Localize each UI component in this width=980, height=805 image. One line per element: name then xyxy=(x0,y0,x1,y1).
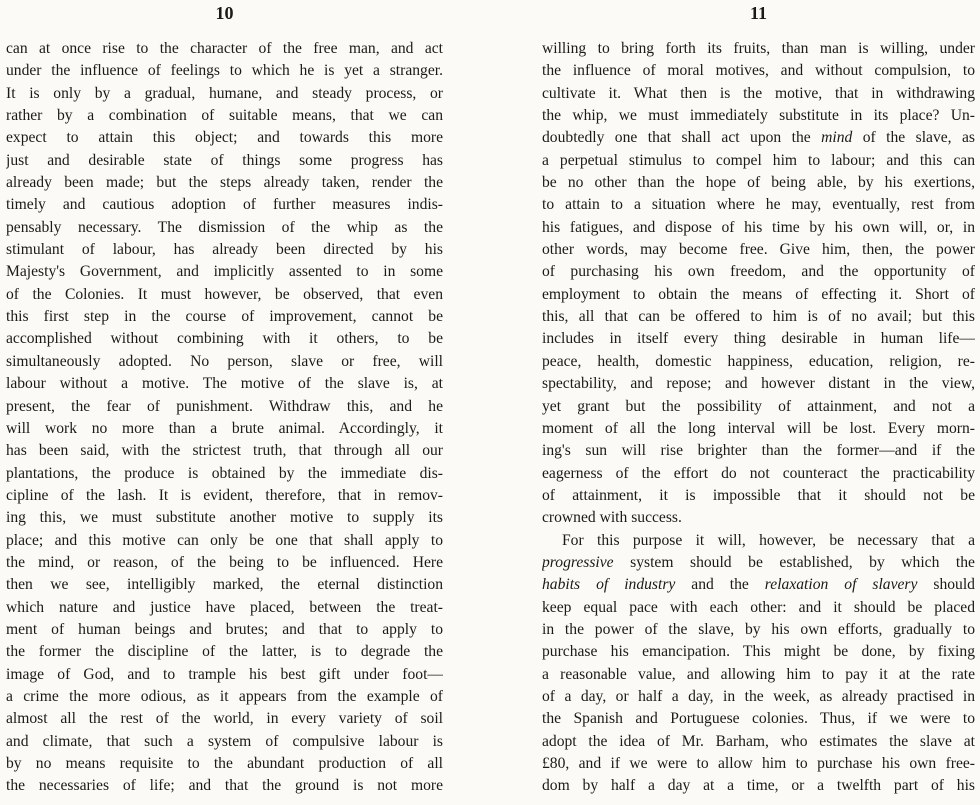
text-line: rather by a combination of suitable means, that we can xyxy=(6,107,443,125)
text-line: be no other than the hope of being able, by his exertions, xyxy=(542,174,975,192)
text-line: £80, and if we were to allow him to purchase his own free- xyxy=(542,755,975,772)
text-line: this first step in the course of improvement, cannot be xyxy=(6,308,443,326)
text-line: moment of all the long interval will be lost. Every morn- xyxy=(542,419,975,437)
text-line: other words, may become free. Give him, then, the power xyxy=(542,241,975,259)
text-fragment: and the xyxy=(691,576,749,594)
text-line: a crime the more odious, as it appears from the example of xyxy=(6,687,443,705)
text-line: Majesty's Government, and implicitly assented to in some xyxy=(6,263,443,281)
text-line xyxy=(542,552,975,574)
text-line: of purchasing his own freedom, and the opportunity of xyxy=(542,263,975,281)
text-line: of attainment, it is impossible that it should not be xyxy=(542,486,975,504)
text-line: For this purpose it will, however, be necessary that a xyxy=(562,531,975,549)
text-line: and climate, that such a system of compulsive labour is xyxy=(6,732,443,750)
text-line: ing this, we must substitute another motive to supply its xyxy=(6,509,443,527)
text-line xyxy=(542,127,975,149)
text-line: simultaneously adopted. No person, slave or free, will xyxy=(6,352,443,370)
page-number-right: 11 xyxy=(749,3,767,23)
left-page-text xyxy=(6,38,443,798)
text-line: just and desirable state of things some progress has xyxy=(6,151,443,169)
italic-term-progressive: progressive xyxy=(542,553,614,571)
text-line: accomplished without combining with it others, to be xyxy=(6,330,443,348)
text-line: by no means requisite to the abundant production of all xyxy=(6,755,443,772)
text-line: timely and cautious adoption of further measures indis- xyxy=(6,196,443,214)
left-page xyxy=(6,0,443,805)
text-fragment: should xyxy=(933,576,975,594)
text-line: the mind, or reason, of the being to be influenced. Here xyxy=(6,553,443,571)
text-line: labour without a motive. The motive of the slave is, at xyxy=(6,375,443,393)
text-line: the whip, we must immediately substitute in its place? Un- xyxy=(542,107,975,125)
text-line: the influence of moral motives, and without compulsion, to xyxy=(542,62,975,80)
text-line: cultivate it. What then is the motive, that in withdrawing xyxy=(542,84,975,102)
text-line: adopt the idea of Mr. Barham, who estimates the slave at xyxy=(542,732,975,750)
text-line: this, all that can be offered to him is of no avail; but this xyxy=(542,308,975,326)
text-fragment: doubtedly one that shall act upon the xyxy=(542,129,811,147)
italic-term-mind: mind xyxy=(821,129,853,147)
text-line: almost all the rest of the world, in every variety of soil xyxy=(6,710,443,728)
text-line: peace, health, domestic happiness, education, religion, re- xyxy=(542,352,975,370)
text-line: then we see, intelligibly marked, the eternal distinction xyxy=(6,576,443,594)
text-line: willing to bring forth its fruits, than man is willing, under xyxy=(542,40,975,57)
text-line: plantations, the produce is obtained by the immediate dis- xyxy=(6,464,443,482)
text-line: purchase his emancipation. This might be done, by fixing xyxy=(542,643,975,661)
text-line: already been made; but the steps already taken, render the xyxy=(6,174,443,192)
text-line: dom by half a day at a time, or a twelfth part of his xyxy=(542,777,975,795)
text-line: pensably necessary. The dismission of the whip as the xyxy=(6,218,443,236)
text-line: includes in itself every thing desirable in human life— xyxy=(542,330,975,348)
text-line: has been said, with the strictest truth, that through all our xyxy=(6,442,443,460)
text-line: keep equal pace with each other: and it should be placed xyxy=(542,598,975,616)
text-line: of the Colonies. It must however, be observed, that even xyxy=(6,285,443,303)
text-line: crowned with success. xyxy=(542,509,682,527)
text-line xyxy=(542,574,975,596)
text-line: can at once rise to the character of the free man, and act xyxy=(6,40,443,57)
right-page xyxy=(542,0,975,805)
text-line: ment of human beings and brutes; and that to apply to xyxy=(6,620,443,638)
text-fragment: of the slave, as xyxy=(862,129,975,147)
text-line: image of God, and to trample his best gift under foot— xyxy=(6,665,443,683)
text-line: which nature and justice have placed, between the treat- xyxy=(6,598,443,616)
page-number-left: 10 xyxy=(215,3,234,23)
text-line: a reasonable value, and allowing him to pay it at the rate xyxy=(542,665,975,683)
text-line: will work no more than a brute animal. Accordingly, it xyxy=(6,419,443,437)
text-line: in the power of the slave, by his own efforts, gradually to xyxy=(542,620,975,638)
text-line: It is only by a gradual, humane, and steady process, or xyxy=(6,84,443,102)
text-line: employment to obtain the means of effecting it. Short of xyxy=(542,285,975,303)
text-line: a perpetual stimulus to compel him to labour; and this can xyxy=(542,151,975,169)
text-line: present, the fear of punishment. Withdraw this, and he xyxy=(6,397,443,415)
text-line: place; and this motive can only be one that shall apply to xyxy=(6,531,443,549)
text-line: the Spanish and Portuguese colonies. Thus, if we were to xyxy=(542,710,975,728)
text-line: ing's sun will rise brighter than the former—and if the xyxy=(542,442,975,460)
text-line: the necessaries of life; and that the ground is not more xyxy=(6,777,443,795)
text-line: to attain to a situation where he may, eventually, rest from xyxy=(542,196,975,214)
text-line: eagerness of the effort do not counteract the practicability xyxy=(542,464,975,482)
text-line: his fatigues, and dispose of his time by his own will, or, in xyxy=(542,218,975,236)
text-line: yet grant but the possibility of attainment, and not a xyxy=(542,397,975,415)
text-fragment: system should be established, by which the xyxy=(630,553,975,571)
text-line: the former the discipline of the latter, is to degrade the xyxy=(6,643,443,661)
text-line: under the influence of feelings to which he is yet a stranger. xyxy=(6,62,443,80)
text-line: of a day, or half a day, in the week, as already practised in xyxy=(542,687,975,705)
text-line: expect to attain this object; and towards this more xyxy=(6,129,443,147)
text-line: cipline of the lash. It is evident, therefore, that in remov- xyxy=(6,486,443,504)
italic-term-habits-of-industry: habits of industry xyxy=(542,576,676,594)
italic-term-relaxation-of-slavery: relaxation of slavery xyxy=(764,576,918,594)
text-line: stimulant of labour, has already been directed by his xyxy=(6,241,443,259)
text-line: spectability, and repose; and however distant in the view, xyxy=(542,375,975,393)
right-page-text xyxy=(542,38,975,798)
